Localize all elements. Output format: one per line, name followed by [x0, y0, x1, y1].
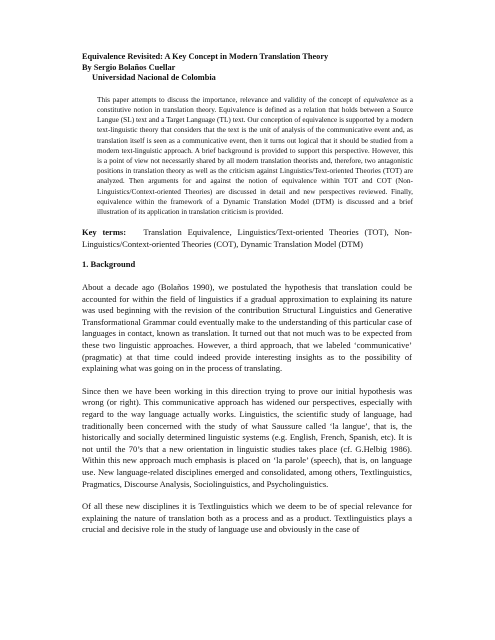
paragraph: About a decade ago (Bolaños 1990), we postulated the hypothesis that translation could be accounted for within the field of linguistics if a gradual approximation to explaining its nature was used beginning with the revision of the contribution Structural Linguistics and Generative Transformational Grammar could eventually make to the understanding of this particular case of languages in contact, known as translation. It turned out that not much was to be expected from these two linguistic approaches. However, a third approach, that we labeled ‘communicative’ (pragmatic) at that time could indeed provide interesting insights as to the possibility of explaining what was going on in the process of translating. [82, 282, 412, 374]
abstract [97, 95, 413, 217]
paragraph: Of all these new disciplines it is Textlinguistics which we deem to be of special relevance for explaining the nature of translation both as a process and as a product. Textlinguistics plays a crucial and decisive role in the study of language use and obviously in the case of [82, 501, 412, 535]
paper-title: Equivalence Revisited: A Key Concept in Modern Translation Theory [82, 52, 329, 61]
affiliation: Universidad Nacional de Colombia [92, 73, 216, 83]
abstract-emphasis: equivalence [363, 94, 399, 104]
section-heading: 1. Background [82, 259, 136, 270]
abstract-text-rest: as a constitutive notion in translation theory. Equivalence is defined as a relation that holds between a Source Langue (SL) text and a Target Language (TL) text. Our conception of equivalence is supported by a modern text-linguistic theory that considers that the text is the unit of analysis of the communicative event and, as translation itself is seen as a communicative event, then it turns out logical that it should be studied from a modern text-linguistic approach. A brief background is provided to support this perspective. However, this is a point of view not necessarily shared by all modern translation theorists and, therefore, two antagonistic positions in translation theory as well as the criticism against Linguistics/Text-oriented Theories (TOT) are analyzed. Then arguments for and against the notion of equivalence within TOT and COT (Non-Linguistics/Context-oriented Theories) are discussed in detail and new perspectives reviewed. Finally, equivalence within the framework of a Dynamic Translation Model (DTM) is discussed and a brief illustration of its application in translation criticism is provided. [97, 94, 413, 217]
key-terms-text: Translation Equivalence, Linguistics/Text-oriented Theories (TOT), Non-Linguistics/Context-oriented Theories (COT), Dynamic Translation Model (DTM) [82, 227, 412, 249]
author-line: By Sergio Bolaños Cuellar [82, 62, 176, 72]
document-page [82, 52, 412, 536]
abstract-text-start: This paper attempts to discuss the importance, relevance and validity of the concept of [97, 94, 364, 104]
paragraph: Since then we have been working in this direction trying to prove our initial hypothesis was wrong (or right). This communicative approach has widened our perspectives, especially with regard to the way language actually works. Linguistics, the scientific study of language, had traditionally been concerned with the study of what Saussure called ‘la langue’, that is, the historically and socially determined linguistic systems (e.g. English, French, Spanish, etc). It is not until the 70’s that a new orientation in linguistic studies takes place (cf. G.Helbig 1986). Within this new approach much emphasis is placed on ‘la parole’ (speech), that is, on language use. New language-related disciplines emerged and consolidated, among others, Textlinguistics, Pragmatics, Discourse Analysis, Sociolinguistics, and Psycholinguistics. [82, 385, 412, 489]
title-block [82, 52, 412, 84]
key-terms [82, 227, 412, 250]
key-terms-label: Key terms: [82, 227, 127, 238]
